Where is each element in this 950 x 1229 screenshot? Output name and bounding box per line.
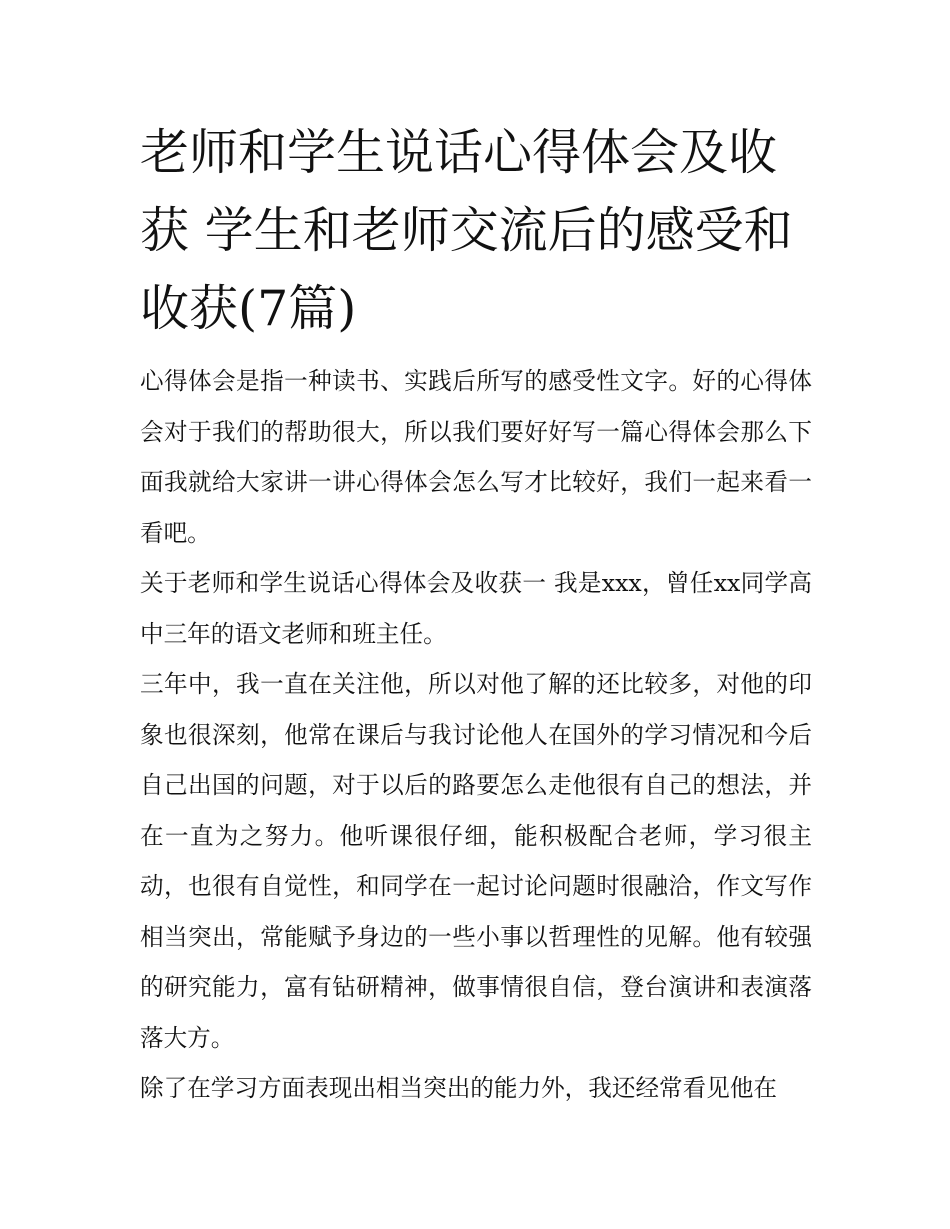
paragraph-section-one: 关于老师和学生说话心得体会及收获一 我是xxx，曾任xx同学高中三年的语文老师和班主任。 <box>140 569 812 648</box>
paragraph-besides-study: 除了在学习方面表现出相当突出的能力外，我还经常看见他在 <box>140 1074 778 1102</box>
document-body <box>140 356 812 1114</box>
document-page <box>140 114 812 1114</box>
paragraph-three-years: 三年中，我一直在关注他，所以对他了解的还比较多，对他的印象也很深刻，他常在课后与我讨论他人在国外的学习情况和今后自己出国的问题，对于以后的路要怎么走他很有自己的想法，并在一直为之努力。他听课很仔细，能积极配合老师，学习很主动，也很有自觉性，和同学在一起讨论问题时很融洽，作文写作相当突出，常能赋予身边的一些小事以哲理性的见解。他有较强的研究能力，富有钻研精神，做事情很自信，登台演讲和表演落落大方。 <box>140 670 812 1052</box>
paragraph-intro: 心得体会是指一种读书、实践后所写的感受性文字。好的心得体会对于我们的帮助很大，所以我们要好好写一篇心得体会那么下面我就给大家讲一讲心得体会怎么写才比较好，我们一起来看一看吧。 <box>140 367 812 547</box>
document-title: 老师和学生说话心得体会及收获 学生和老师交流后的感受和收获(7篇) <box>140 124 793 337</box>
